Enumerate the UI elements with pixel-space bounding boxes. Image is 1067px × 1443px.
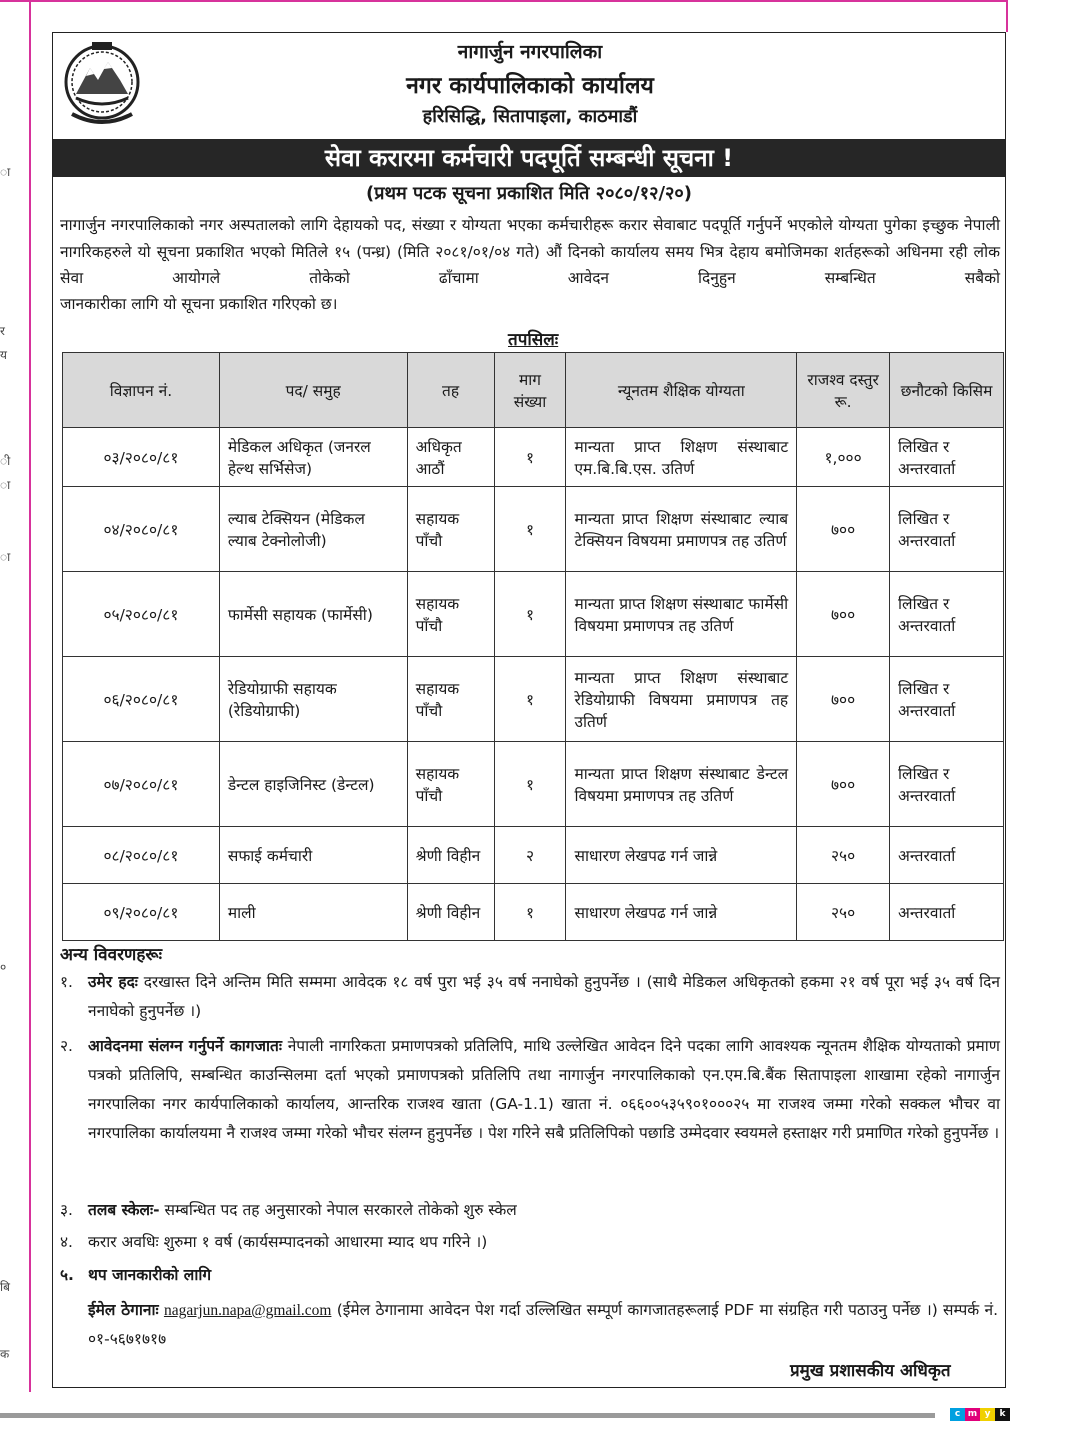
list-number: १. <box>60 973 73 991</box>
cell-level: सहायक पाँचौ <box>407 657 494 742</box>
email-note: (ईमेल ठेगानामा आवेदन पेश गर्दा उल्लिखित सम्पूर्ण कागजातहरूलाई PDF मा संग्रहित गरी पठाउनु पर्नेछ ।) <box>336 1301 938 1319</box>
signature-title: प्रमुख प्रशासकीय अधिकृत <box>790 1361 951 1381</box>
table-row <box>63 884 1004 941</box>
email-contact-block <box>88 1296 998 1354</box>
office-address: हरिसिद्धि, सितापाइला, काठमाडौं <box>422 106 638 127</box>
list-text: सम्बन्धित पद तह अनुसारको नेपाल सरकारले तोकेको शुरु स्केल <box>159 1201 517 1219</box>
cell-selection: लिखित र अन्तरवार्ता <box>890 572 1004 657</box>
col-header-count: माग संख्या <box>494 353 566 428</box>
office-name: नागार्जुन नगरपालिका <box>457 41 603 63</box>
bottom-rule <box>0 1413 935 1418</box>
cell-post: डेन्टल हाइजिनिस्ट (डेन्टल) <box>219 742 407 827</box>
cmyk-k: k <box>995 1408 1010 1421</box>
cell-fee: ७०० <box>797 572 890 657</box>
cmyk-c: c <box>950 1408 965 1421</box>
cell-qualification: मान्यता प्राप्त शिक्षण संस्थाबाट रेडियोग्राफी विषयमा प्रमाणपत्र तह उतिर्ण <box>566 657 797 742</box>
cell-level: श्रेणी विहीन <box>407 884 494 941</box>
cell-fee: २५० <box>797 827 890 884</box>
cell-selection: अन्तरवार्ता <box>890 827 1004 884</box>
cell-count: १ <box>494 487 566 572</box>
cell-level: सहायक पाँचौ <box>407 572 494 657</box>
cell-count: १ <box>494 572 566 657</box>
cell-count: १ <box>494 657 566 742</box>
cell-qualification: साधारण लेखपढ गर्न जान्ने <box>566 827 797 884</box>
cell-adv-no: ०३/२०८०/८१ <box>63 428 220 487</box>
cell-selection: लिखित र अन्तरवार्ता <box>890 428 1004 487</box>
cell-level: अधिकृत आठौं <box>407 428 494 487</box>
cell-post: सफाई कर्मचारी <box>219 827 407 884</box>
cell-adv-no: ०७/२०८०/८१ <box>63 742 220 827</box>
cell-selection: लिखित र अन्तरवार्ता <box>890 657 1004 742</box>
cell-post: ल्याब टेक्सियन (मेडिकल ल्याब टेक्नोलोजी) <box>219 487 407 572</box>
table-row <box>63 428 1004 487</box>
col-header-qualification: न्यूनतम शैक्षिक योग्यता <box>566 353 797 428</box>
cell-adv-no: ०८/२०८०/८१ <box>63 827 220 884</box>
list-number: २. <box>60 1037 73 1055</box>
col-header-selection: छनौटको किसिम <box>890 353 1004 428</box>
cell-level: सहायक पाँचौ <box>407 487 494 572</box>
cell-adv-no: ०९/२०८०/८१ <box>63 884 220 941</box>
vacancy-table <box>62 352 1004 941</box>
table-row <box>63 742 1004 827</box>
email-label: ईमेल ठेगानाः <box>88 1301 159 1319</box>
cell-adv-no: ०४/२०८०/८१ <box>63 487 220 572</box>
margin-line-right <box>1006 0 1008 32</box>
cell-post: मेडिकल अधिकृत (जनरल हेल्थ सर्भिसेज) <box>219 428 407 487</box>
cell-post: रेडियोग्राफी सहायक (रेडियोग्राफी) <box>219 657 407 742</box>
col-header-level: तह <box>407 353 494 428</box>
margin-fragment: ा <box>0 165 11 179</box>
cell-adv-no: ०५/२०८०/८१ <box>63 572 220 657</box>
margin-fragment: ा <box>0 550 11 564</box>
margin-fragment: बि <box>0 1280 10 1294</box>
margin-fragment: ा <box>0 478 11 492</box>
cell-adv-no: ०६/२०८०/८१ <box>63 657 220 742</box>
table-row <box>63 827 1004 884</box>
list-label: तलब स्केलः- <box>88 1201 160 1219</box>
list-label: थप जानकारीको लागि <box>88 1266 212 1284</box>
list-text: करार अवधिः शुरुमा १ वर्ष (कार्यसम्पादनको आधारमा म्याद थप गरिने ।) <box>88 1233 488 1251</box>
margin-fragment: ० <box>0 960 7 974</box>
cell-selection: लिखित र अन्तरवार्ता <box>890 487 1004 572</box>
intro-paragraph: नागार्जुन नगरपालिकाको नगर अस्पतालको लागि देहायको पद, संख्या र योग्यता भएका कर्मचारीहरू करार सेवाबाट पदपूर्ति गर्नुपर्ने भएकोले योग्यता पुगेका इच्छुक नेपाली नागरिकहरुले यो सूचना प्रकाशित भएको मितिले १५ (पन्ध्र) (मिति २०८१/०१/०४ गते) औं दिनको कार्यालय समय भित्र देहाय बमोजिमका शर्तहरूको अधिनमा रही लोक सेवा आयोगले तोकेको ढाँचामा आवेदन दिनुहुन सम्बन्धित सबैको <box>60 216 1000 287</box>
list-number: ३. <box>60 1201 73 1219</box>
cell-qualification: मान्यता प्राप्त शिक्षण संस्थाबाट फार्मेसी विषयमा प्रमाणपत्र तह उतिर्ण <box>566 572 797 657</box>
cell-level: सहायक पाँचौ <box>407 742 494 827</box>
list-item <box>60 968 1000 1026</box>
cell-level: श्रेणी विहीन <box>407 827 494 884</box>
table-row <box>63 657 1004 742</box>
list-item <box>60 1261 1000 1290</box>
list-item <box>60 1228 1000 1257</box>
cell-fee: १,००० <box>797 428 890 487</box>
cell-count: २ <box>494 827 566 884</box>
table-row <box>63 487 1004 572</box>
nepal-government-emblem-icon <box>62 38 142 126</box>
cell-count: १ <box>494 884 566 941</box>
cell-selection: अन्तरवार्ता <box>890 884 1004 941</box>
margin-fragment: क <box>0 1347 10 1361</box>
table-header-row <box>63 353 1004 428</box>
list-text: दरखास्त दिने अन्तिम मिति सम्ममा आवेदक १८ वर्ष पुरा भई ३५ वर्ष ननाघेको हुनुपर्नेछ । (साथै मेडिकल अधिकृतको हकमा २१ वर्ष पूरा भई ३५ वर्ष दिन ननाघेको हुनुपर्नेछ ।) <box>88 973 1000 1020</box>
cell-post: माली <box>219 884 407 941</box>
cell-qualification: मान्यता प्राप्त शिक्षण संस्थाबाट एम.बि.बि.एस. उतिर्ण <box>566 428 797 487</box>
cell-count: १ <box>494 428 566 487</box>
list-item <box>60 1032 1000 1148</box>
cell-fee: ७०० <box>797 487 890 572</box>
email-link[interactable]: nagarjun.napa@gmail.com <box>163 1302 332 1319</box>
cell-qualification: मान्यता प्राप्त शिक्षण संस्थाबाट डेन्टल विषयमा प्रमाणपत्र तह उतिर्ण <box>566 742 797 827</box>
list-number: ४. <box>60 1233 73 1251</box>
margin-line-top <box>0 0 1008 2</box>
notice-title: सेवा करारमा कर्मचारी पदपूर्ति सम्बन्धी सूचना ! <box>53 139 1005 177</box>
office-title: नगर कार्यपालिकाको कार्यालय <box>406 73 654 99</box>
margin-fragment: ी <box>0 454 11 468</box>
list-label: उमेर हदः <box>88 973 138 991</box>
list-item <box>60 1196 1000 1225</box>
other-details-title: अन्य विवरणहरूः <box>60 945 163 965</box>
intro-paragraph-end: जानकारीका लागि यो सूचना प्रकाशित गरिएको छ। <box>60 295 338 313</box>
details-label: तपसिलः <box>508 330 559 350</box>
col-header-adv-no: विज्ञापन नं. <box>63 353 220 428</box>
cell-fee: ७०० <box>797 657 890 742</box>
cmyk-y: y <box>980 1408 995 1421</box>
margin-fragment: य <box>0 348 7 362</box>
notice-subtitle: (प्रथम पटक सूचना प्रकाशित मिति २०८०/१२/२०) <box>366 183 692 204</box>
margin-line-left <box>29 0 31 1392</box>
col-header-post: पद/ समुह <box>219 353 407 428</box>
list-text: नेपाली नागरिकता प्रमाणपत्रको प्रतिलिपि, माथि उल्लेखित आवेदन दिने पदका लागि आवश्यक न्यूनतम शैक्षिक योग्यताको प्रमाण पत्रको प्रतिलिपि, सम्बन्धित काउन्सिलमा दर्ता भएको प्रमाणपत्रको प्रतिलिपि तथा नागार्जुन नगरपालिकाको एन.एम.बि.बैंक सितापाइला शाखामा रहेको नागार्जुन नगरपालिका नगर कार्यपालिकाको कार्यालय, आन्तरिक राजश्व खाता (GA-1.1) खाता नं. ०६६००५३५९०१०००२५ मा राजश्व जम्मा गरेको सक्कल भौचर वा नगरपालिका कार्यालयमा नै राजश्व जम्मा गरेको भौचर संलग्न हुनुपर्नेछ । पेश गरिने सबै प्रतिलिपिको पछाडि उम्मेदवार स्वयमले हस्ताक्षर गरी प्रमाणित गरेको हुनुपर्नेछ । <box>88 1037 1001 1142</box>
list-label: आवेदनमा संलग्न गर्नुपर्ने कागजातः <box>88 1037 282 1055</box>
table-row <box>63 572 1004 657</box>
cell-count: १ <box>494 742 566 827</box>
contact-number: ०१-५६७१७१७ <box>88 1330 167 1348</box>
cell-post: फार्मेसी सहायक (फार्मेसी) <box>219 572 407 657</box>
cmyk-marks <box>950 1408 1010 1421</box>
contact-label: सम्पर्क नं. <box>943 1301 998 1319</box>
cell-fee: २५० <box>797 884 890 941</box>
cell-fee: ७०० <box>797 742 890 827</box>
cell-selection: लिखित र अन्तरवार्ता <box>890 742 1004 827</box>
margin-fragment: र <box>0 324 5 338</box>
cell-qualification: साधारण लेखपढ गर्न जान्ने <box>566 884 797 941</box>
cmyk-m: m <box>965 1408 980 1421</box>
cell-qualification: मान्यता प्राप्त शिक्षण संस्थाबाट ल्याब टेक्सियन विषयमा प्रमाणपत्र तह उतिर्ण <box>566 487 797 572</box>
col-header-fee: राजश्व दस्तुर रू. <box>797 353 890 428</box>
list-number: ५. <box>60 1266 74 1284</box>
